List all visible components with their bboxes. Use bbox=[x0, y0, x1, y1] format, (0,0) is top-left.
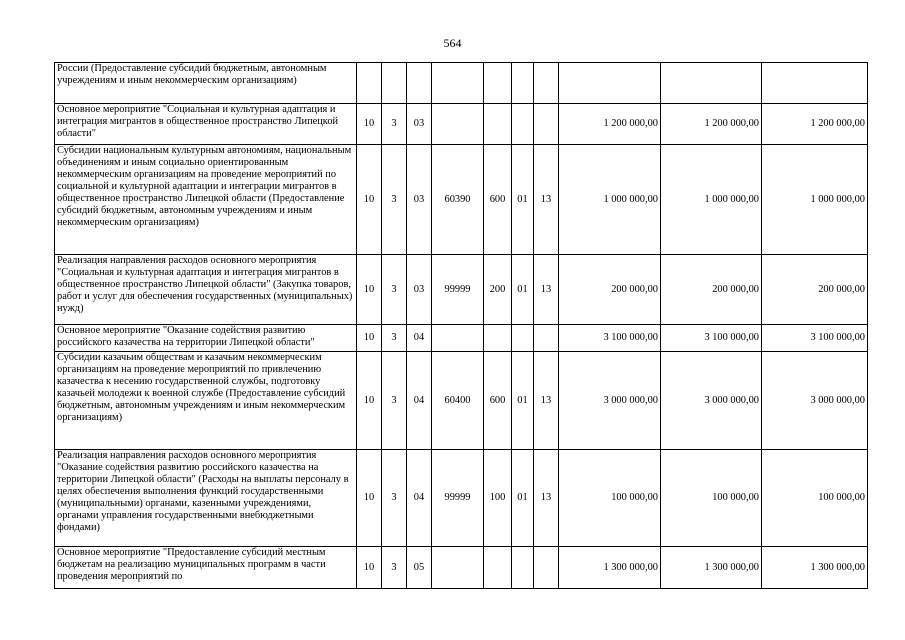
amount-cell: 1 300 000,00 bbox=[762, 547, 868, 589]
podrazdel-cell bbox=[382, 63, 407, 104]
direction-cell: 60400 bbox=[432, 352, 484, 450]
table-row bbox=[55, 63, 868, 104]
code-cell bbox=[512, 547, 534, 589]
program-cell: 04 bbox=[407, 325, 432, 352]
expense-type-cell bbox=[484, 547, 512, 589]
amount-cell bbox=[762, 63, 868, 104]
direction-cell bbox=[432, 325, 484, 352]
podrazdel-cell: 3 bbox=[382, 325, 407, 352]
podrazdel-cell: 3 bbox=[382, 547, 407, 589]
amount-cell: 200 000,00 bbox=[559, 255, 661, 325]
program-cell: 05 bbox=[407, 547, 432, 589]
razdel-cell: 10 bbox=[357, 450, 382, 547]
code-cell: 13 bbox=[534, 450, 559, 547]
code-cell bbox=[512, 63, 534, 104]
code-cell: 13 bbox=[534, 145, 559, 255]
amount-cell: 1 000 000,00 bbox=[762, 145, 868, 255]
table-row bbox=[55, 547, 868, 589]
table-row bbox=[55, 104, 868, 145]
podrazdel-cell: 3 bbox=[382, 255, 407, 325]
amount-cell bbox=[559, 63, 661, 104]
expense-type-cell bbox=[484, 63, 512, 104]
row-description: Реализация направления расходов основного мероприятия "Оказание содействия развитию российского казачества на территории Липецкой области" (Расходы на выплаты персоналу в целях обеспечения выполнения функций государственными (муниципальными) органами, казенными учреждениями, органами управления государственными внебюджетными фондами) bbox=[55, 450, 357, 547]
razdel-cell bbox=[357, 63, 382, 104]
row-description: Субсидии национальным культурным автономиям, национальным объединениям и иным социально ориентированным некоммерческим организациям на проведение мероприятий по социальной и культурной адаптации и интеграции мигрантов в общественное пространство Липецкой области (Предоставление субсидий бюджетным, автономным учреждениям и иным некоммерческим организациям) bbox=[55, 145, 357, 255]
amount-cell: 100 000,00 bbox=[661, 450, 762, 547]
code-cell bbox=[512, 104, 534, 145]
table-row bbox=[55, 145, 868, 255]
code-cell bbox=[534, 63, 559, 104]
direction-cell bbox=[432, 104, 484, 145]
amount-cell: 3 100 000,00 bbox=[661, 325, 762, 352]
direction-cell bbox=[432, 547, 484, 589]
row-description: Основное мероприятие "Оказание содействия развитию российского казачества на территории Липецкой области" bbox=[55, 325, 357, 352]
code-cell: 13 bbox=[534, 255, 559, 325]
code-cell: 13 bbox=[534, 352, 559, 450]
program-cell: 03 bbox=[407, 104, 432, 145]
razdel-cell: 10 bbox=[357, 325, 382, 352]
program-cell bbox=[407, 63, 432, 104]
razdel-cell: 10 bbox=[357, 547, 382, 589]
amount-cell: 1 200 000,00 bbox=[762, 104, 868, 145]
razdel-cell: 10 bbox=[357, 145, 382, 255]
code-cell: 01 bbox=[512, 450, 534, 547]
table-row bbox=[55, 255, 868, 325]
podrazdel-cell: 3 bbox=[382, 104, 407, 145]
amount-cell: 1 300 000,00 bbox=[559, 547, 661, 589]
amount-cell: 1 200 000,00 bbox=[661, 104, 762, 145]
row-description: России (Предоставление субсидий бюджетным, автономным учреждениям и иным некоммерческим организациям) bbox=[55, 63, 357, 104]
podrazdel-cell: 3 bbox=[382, 450, 407, 547]
amount-cell: 3 000 000,00 bbox=[661, 352, 762, 450]
expense-type-cell bbox=[484, 325, 512, 352]
amount-cell: 200 000,00 bbox=[762, 255, 868, 325]
table-row bbox=[55, 325, 868, 352]
expense-type-cell: 600 bbox=[484, 145, 512, 255]
razdel-cell: 10 bbox=[357, 352, 382, 450]
razdel-cell: 10 bbox=[357, 255, 382, 325]
code-cell: 01 bbox=[512, 352, 534, 450]
expense-type-cell: 600 bbox=[484, 352, 512, 450]
budget-table bbox=[54, 62, 868, 589]
direction-cell: 99999 bbox=[432, 255, 484, 325]
razdel-cell: 10 bbox=[357, 104, 382, 145]
podrazdel-cell: 3 bbox=[382, 352, 407, 450]
amount-cell: 100 000,00 bbox=[762, 450, 868, 547]
amount-cell: 1 000 000,00 bbox=[559, 145, 661, 255]
direction-cell: 99999 bbox=[432, 450, 484, 547]
amount-cell: 1 000 000,00 bbox=[661, 145, 762, 255]
code-cell: 01 bbox=[512, 255, 534, 325]
row-description: Субсидии казачьим обществам и казачьим некоммерческим организациям на проведение мероприятий по привлечению казачества к несению государственной службы, подготовку казачьей молодежи к военной службе (Предоставление субсидий бюджетным, автономным учреждениям и иным некоммерческим организациям) bbox=[55, 352, 357, 450]
row-description: Основное мероприятие "Социальная и культурная адаптация и интеграция мигрантов в общественное пространство Липецкой области" bbox=[55, 104, 357, 145]
amount-cell: 100 000,00 bbox=[559, 450, 661, 547]
direction-cell bbox=[432, 63, 484, 104]
direction-cell: 60390 bbox=[432, 145, 484, 255]
amount-cell: 1 300 000,00 bbox=[661, 547, 762, 589]
amount-cell: 3 000 000,00 bbox=[762, 352, 868, 450]
code-cell bbox=[534, 104, 559, 145]
expense-type-cell bbox=[484, 104, 512, 145]
program-cell: 04 bbox=[407, 450, 432, 547]
table-row bbox=[55, 450, 868, 547]
code-cell: 01 bbox=[512, 145, 534, 255]
amount-cell: 3 100 000,00 bbox=[559, 325, 661, 352]
program-cell: 03 bbox=[407, 255, 432, 325]
amount-cell: 3 100 000,00 bbox=[762, 325, 868, 352]
program-cell: 04 bbox=[407, 352, 432, 450]
page-number: 564 bbox=[443, 36, 462, 50]
amount-cell: 1 200 000,00 bbox=[559, 104, 661, 145]
code-cell bbox=[512, 325, 534, 352]
amount-cell: 200 000,00 bbox=[661, 255, 762, 325]
amount-cell bbox=[661, 63, 762, 104]
code-cell bbox=[534, 325, 559, 352]
table-row bbox=[55, 352, 868, 450]
podrazdel-cell: 3 bbox=[382, 145, 407, 255]
row-description: Реализация направления расходов основного мероприятия "Социальная и культурная адаптация и интеграция мигрантов в общественное пространство Липецкой области" (Закупка товаров, работ и услуг для обеспечения государственных (муниципальных) нужд) bbox=[55, 255, 357, 325]
row-description: Основное мероприятие "Предоставление субсидий местным бюджетам на реализацию муниципальных программ в части проведения мероприятий по bbox=[55, 547, 357, 589]
amount-cell: 3 000 000,00 bbox=[559, 352, 661, 450]
expense-type-cell: 100 bbox=[484, 450, 512, 547]
code-cell bbox=[534, 547, 559, 589]
program-cell: 03 bbox=[407, 145, 432, 255]
expense-type-cell: 200 bbox=[484, 255, 512, 325]
